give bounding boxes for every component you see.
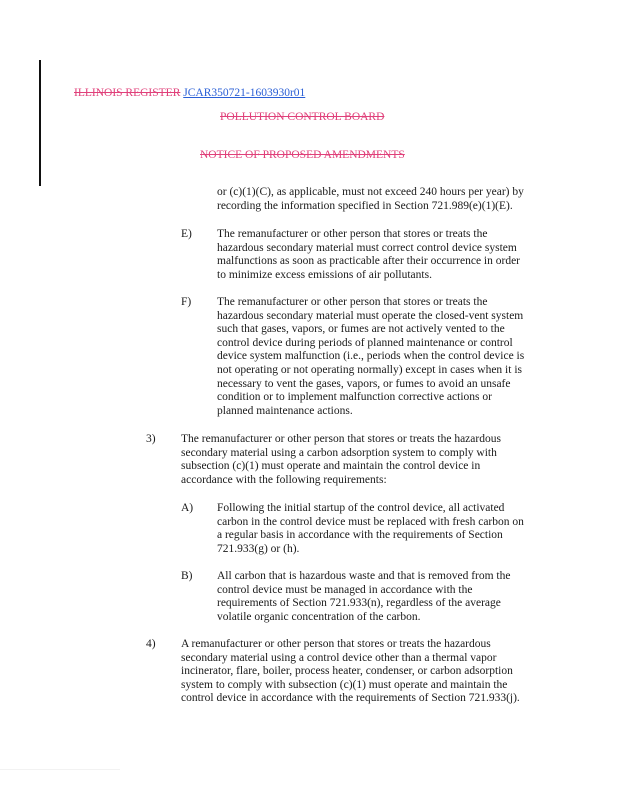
text-line: subsection (c)(1) must operate and maintain the control device in bbox=[181, 460, 481, 473]
text-line: accordance with the following requirements: bbox=[181, 473, 387, 486]
item-label-E: E) bbox=[181, 228, 192, 240]
item-label-3B: B) bbox=[181, 570, 193, 582]
text-line: secondary material using a carbon adsorption system to comply with bbox=[181, 446, 497, 459]
text-line: condition or to implement malfunction corrective actions or bbox=[217, 391, 492, 404]
text-line: control device during periods of planned maintenance or control bbox=[217, 336, 513, 349]
text-line: The remanufacturer or other person that stores or treats the bbox=[217, 228, 488, 240]
text-line: necessary to vent the gases, vapors, or fumes to avoid an unsafe bbox=[217, 377, 511, 390]
text-line: malfunctions as soon as practicable after their occurrence in order bbox=[217, 255, 521, 268]
item-E-paragraph bbox=[217, 228, 520, 282]
text-line: hazardous secondary material must correct control device system bbox=[217, 241, 517, 254]
text-line: 721.933(g) or (h). bbox=[217, 542, 300, 555]
text-line: control device in accordance with the requirements of Section 721.933(j). bbox=[181, 692, 520, 705]
text-line: such that gases, vapors, or fumes are not actively vented to the bbox=[217, 323, 505, 336]
revision-change-bar bbox=[39, 60, 41, 186]
item-label-3: 3) bbox=[146, 433, 156, 445]
text-line: or (c)(1)(C), as applicable, must not exceed 240 hours per year) by bbox=[217, 186, 524, 198]
text-line: The remanufacturer or other person that stores or treats the bbox=[217, 296, 488, 308]
item-3B-paragraph bbox=[217, 570, 510, 624]
text-line: carbon in the control device must be replaced with fresh carbon on bbox=[217, 515, 524, 528]
text-line: requirements of Section 721.933(n), regardless of the average bbox=[217, 597, 501, 610]
text-line: planned maintenance actions. bbox=[217, 404, 353, 417]
text-line: Following the initial startup of the control device, all activated bbox=[217, 502, 505, 514]
board-header: POLLUTION CONTROL BOARD bbox=[220, 111, 385, 123]
text-line: control device must be managed in accordance with the bbox=[217, 583, 473, 596]
text-line: to minimize excess emissions of air pollutants. bbox=[217, 268, 432, 281]
text-line: device system malfunction (i.e., periods when the control device is bbox=[217, 350, 525, 363]
continuation-paragraph bbox=[217, 186, 524, 213]
register-title-struck: ILLINOIS REGISTER bbox=[74, 87, 181, 99]
item-label-F: F) bbox=[181, 296, 192, 308]
item-3A-paragraph bbox=[217, 502, 524, 556]
text-line: a regular basis in accordance with the requirements of Section bbox=[217, 529, 503, 542]
item-label-4: 4) bbox=[146, 638, 156, 650]
text-line: secondary material using a control device other than a thermal vapor bbox=[181, 651, 497, 664]
text-line: system to comply with subsection (c)(1) must operate and maintain the bbox=[181, 678, 508, 691]
text-line: hazardous secondary material must operate the closed-vent system bbox=[217, 309, 524, 322]
text-line: recording the information specified in Section 721.989(e)(1)(E). bbox=[217, 199, 513, 212]
item-label-3A: A) bbox=[181, 502, 194, 514]
item-F-paragraph bbox=[217, 296, 524, 418]
item-4-paragraph bbox=[181, 638, 520, 706]
notice-header: NOTICE OF PROPOSED AMENDMENTS bbox=[200, 149, 405, 161]
text-line: The remanufacturer or other person that stores or treats the hazardous bbox=[181, 433, 501, 445]
text-line: volatile organic concentration of the carbon. bbox=[217, 610, 421, 623]
text-line: A remanufacturer or other person that stores or treats the hazardous bbox=[181, 638, 491, 650]
footer-divider bbox=[0, 769, 120, 770]
text-line: incinerator, flare, boiler, process heater, condenser, or carbon adsorption bbox=[181, 665, 513, 678]
register-header bbox=[74, 86, 305, 100]
item-3-paragraph bbox=[181, 433, 501, 487]
text-line: All carbon that is hazardous waste and that is removed from the bbox=[217, 570, 511, 582]
text-line: not operating or not operating normally) except in cases when it is bbox=[217, 363, 522, 376]
register-id-inserted: JCAR350721-1603930r01 bbox=[183, 87, 306, 99]
